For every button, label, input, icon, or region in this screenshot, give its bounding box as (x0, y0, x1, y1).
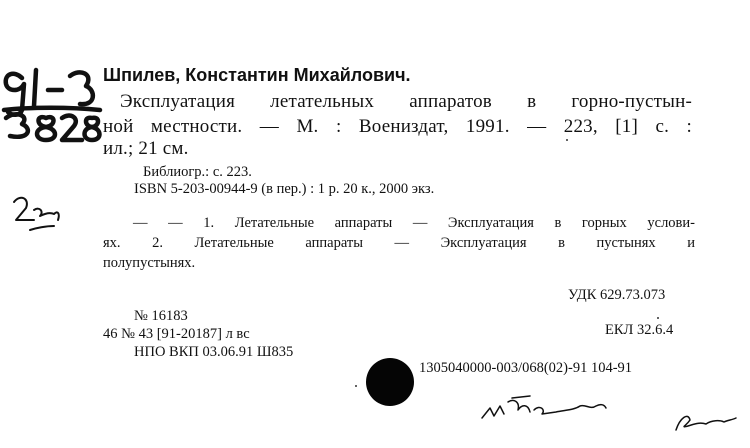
call-number-underline (4, 108, 100, 110)
handwritten-mark-2 (14, 198, 59, 230)
order-line: 46 № 43 [91-20187] л вс (103, 326, 250, 342)
call-number-digit-2 (62, 116, 82, 140)
call-number-digit-8b (85, 118, 100, 140)
title-line-2: ной местности. — М. : Воениздат, 1991. — 223, [1] с. : (103, 116, 692, 137)
title-line-3: ил.; 21 см. (103, 138, 189, 159)
call-number-digit-1 (34, 70, 36, 106)
signature-1 (482, 396, 606, 418)
udk-code: УДК 629.73.073 (568, 287, 666, 303)
author-heading: Шпилев, Константин Михайлович. (103, 65, 411, 85)
npo-line: НПО ВКП 03.06.91 Ш835 (134, 344, 294, 360)
subjects-line-2: ях. 2. Летательные аппараты — Эксплуатация в пустынях и (103, 235, 695, 251)
classification-code: 1305040000-003/068(02)-91 104-91 (419, 360, 633, 376)
call-number-digit-8a (37, 117, 55, 140)
call-number-digit-3 (70, 72, 93, 104)
subjects-line-3: полупустынях. (103, 255, 196, 271)
hole-punch (366, 358, 414, 406)
bibliography-note: Библиогр.: с. 223. (143, 164, 252, 180)
call-number-digit-3b (6, 114, 28, 137)
isbn-line: ISBN 5-203-00944-9 (в пер.) : 1 р. 20 к., 2000 экз. (134, 181, 435, 197)
ekl-code: ЕКЛ 32.6.4 (605, 322, 674, 338)
record-number: № 16183 (134, 308, 188, 324)
call-number-handwritten (4, 70, 100, 140)
subjects-line-1: — — 1. Летательные аппараты — Эксплуатация в горных услови- (133, 215, 695, 231)
title-line-1: Эксплуатация летательных аппаратов в горно-пустын- (120, 91, 692, 112)
scan-specks (355, 139, 659, 387)
signature-2 (676, 416, 736, 430)
